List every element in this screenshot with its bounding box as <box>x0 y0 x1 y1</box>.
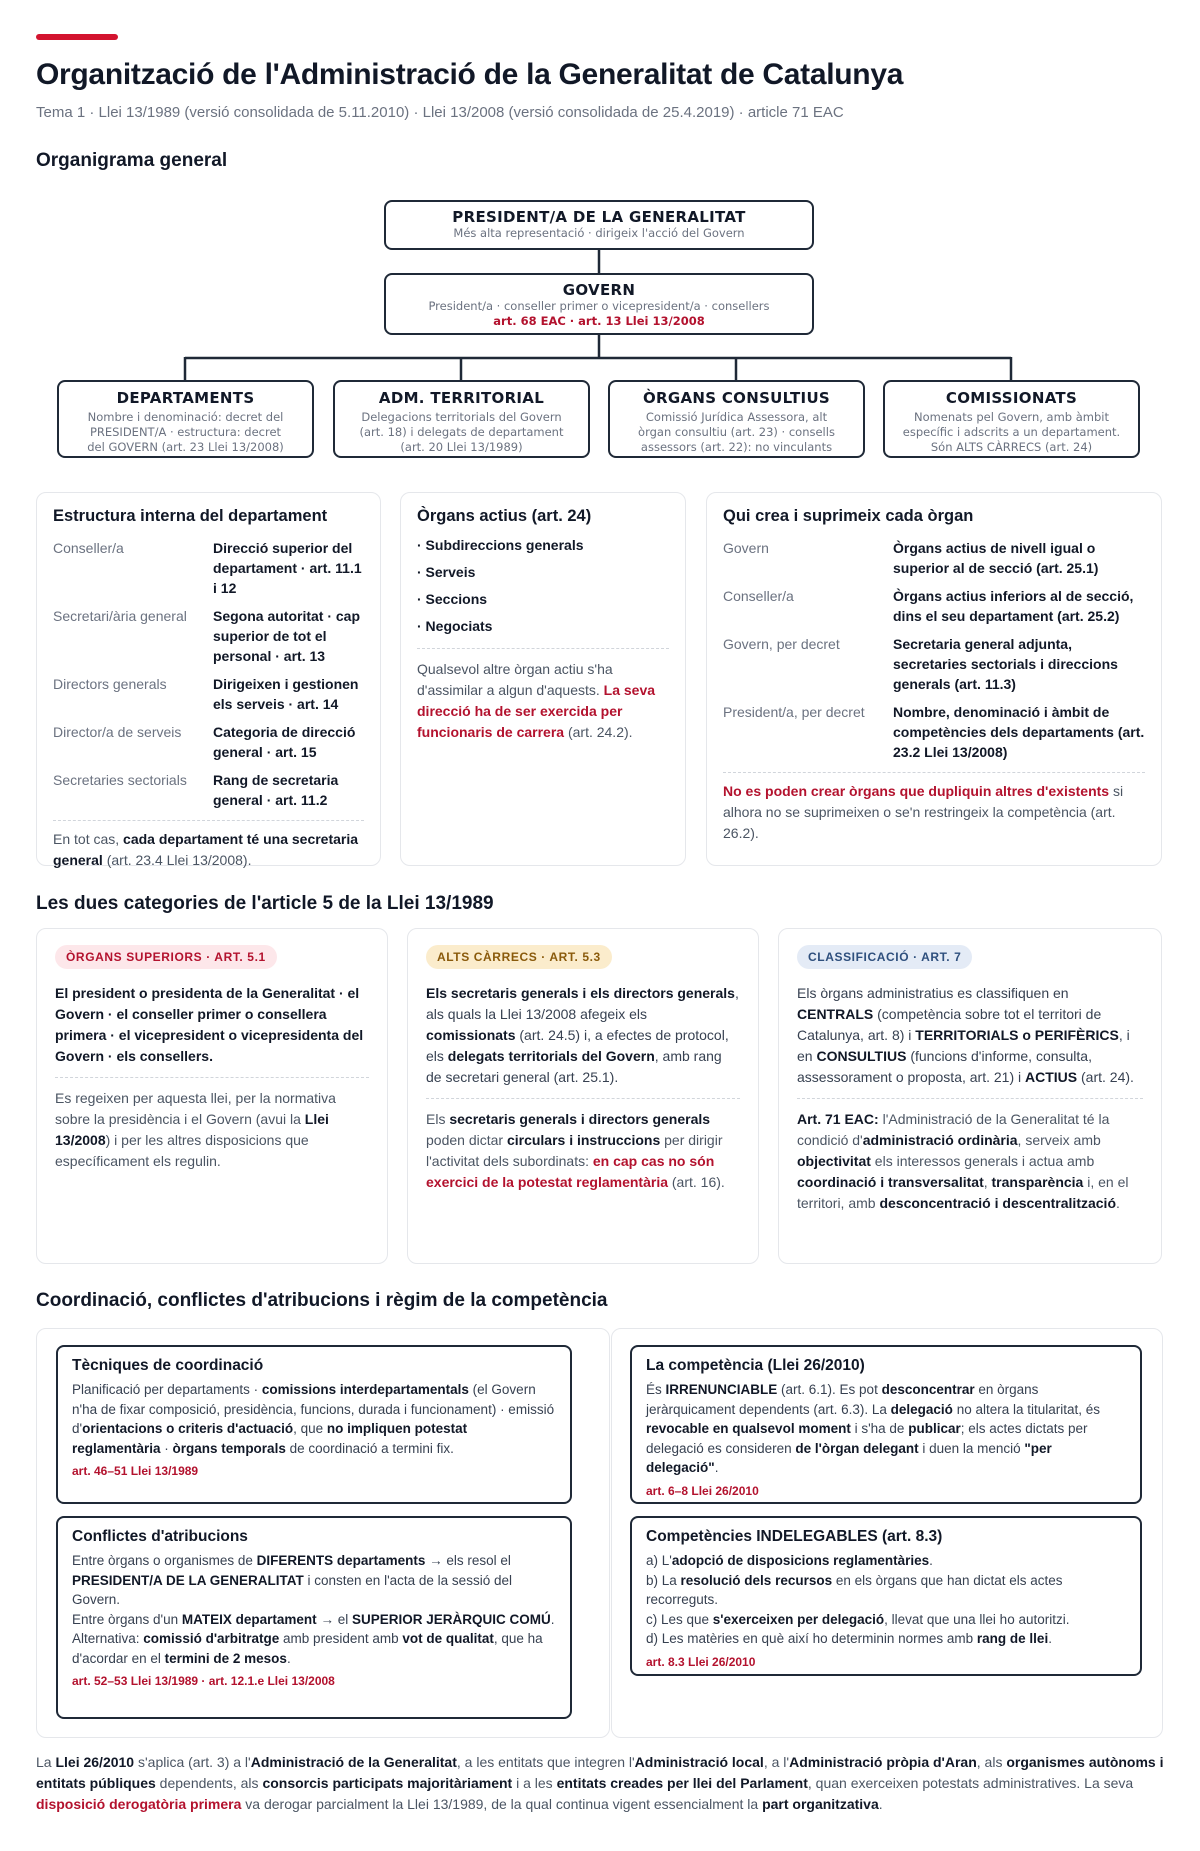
text: . <box>929 1553 933 1568</box>
kv-key: Conseller/a <box>53 540 124 556</box>
text: , als quals la Llei 13/2008 afegeix els <box>426 985 739 1022</box>
org-node-president <box>384 200 814 250</box>
text-emphasis: rang de llei <box>976 1631 1049 1646</box>
text: Planificació per departaments · <box>72 1382 262 1397</box>
text: no altera la titularitat, és <box>952 1401 1101 1417</box>
note-emphasis: secretaris generals i directors generals <box>449 1111 711 1127</box>
note-text: En tot cas, <box>53 831 124 847</box>
text: i s'ha de <box>850 1421 909 1436</box>
text: va derogar parcialment la Llei 13/1989, de la qual continua vigent essencialment la <box>241 1796 763 1812</box>
text: d) Les matèries en què així ho determinin normes amb <box>646 1631 977 1646</box>
note-emphasis: cada departament té una secretaria general <box>53 831 359 868</box>
card-divider <box>797 1098 1143 1214</box>
org-node-line: (art. 18) i delegats de departament <box>359 425 564 439</box>
org-node-desc: President/a · conseller primer o vicepresident/a · consellers <box>428 299 770 313</box>
text: Entre òrgans d'un <box>72 1611 182 1627</box>
kv-key: Secretari/ària general <box>53 608 187 624</box>
text: (art. 24.5) i, a efectes de protocol, els <box>426 1027 729 1064</box>
text-emphasis: delegació <box>890 1401 953 1417</box>
text-emphasis: Els secretaris generals i els directors generals <box>426 985 735 1001</box>
text-emphasis: òrgans temporals <box>172 1440 286 1456</box>
note-emphasis: Llei 13/2008 <box>55 1111 329 1148</box>
note-text: , <box>983 1174 992 1190</box>
text-emphasis: adopció de disposicions reglamentàries <box>671 1553 930 1568</box>
org-node-title: ADM. TERRITORIAL <box>378 389 545 407</box>
org-node-title: ÒRGANS CONSULTIUS <box>642 389 831 407</box>
badge-classificacio: CLASSIFICACIÓ · ART. 7 <box>797 945 972 969</box>
text-emphasis: consorcis participats majoritàriament <box>262 1775 513 1791</box>
card-divider <box>53 820 364 871</box>
text: i duen la menció <box>918 1440 1025 1456</box>
text-emphasis-red: disposició derogatòria primera <box>36 1796 242 1812</box>
text-emphasis: Administració de la Generalitat <box>250 1754 457 1770</box>
text-emphasis: Administració local <box>634 1754 764 1770</box>
text-emphasis: entitats creades per llei del Parlament <box>556 1775 808 1791</box>
note-text: ) i per les altres disposicions que específicament els regulin. <box>55 1132 309 1169</box>
org-node-line: específic i adscrits a un departament. <box>902 425 1121 439</box>
superiors-main: El president o presidenta de la Generalitat · el Govern · el conseller primer o consellera primera · el vicepresident o vicepresidenta del Govern · els consellers. <box>55 985 364 1064</box>
org-node-title: PRESIDENT/A DE LA GENERALITAT <box>452 208 746 226</box>
org-node-organs-consultius <box>608 380 865 458</box>
badge-alts-carrecs: ALTS CÀRRECS · ART. 5.3 <box>426 945 612 969</box>
text-emphasis: Llei 26/2010 <box>55 1754 135 1770</box>
text-emphasis: TERRITORIALS o PERIFÈRICS <box>915 1027 1119 1043</box>
page-subtitle: Tema 1 · Llei 13/1989 (versió consolidada de 5.11.2010) · Llei 13/2008 (versió consolidada de 25.4.2019) · article 71 EAC <box>36 104 844 121</box>
text: i consten en l'acta de la sessió del Govern. <box>72 1572 512 1607</box>
note-emphasis: desconcentració i descentralització <box>879 1195 1116 1211</box>
box-text <box>72 1551 556 1610</box>
org-node-title: COMISSIONATS <box>945 389 1078 407</box>
text-emphasis: s'exerceixen per delegació <box>712 1611 885 1627</box>
org-node-ref: art. 68 EAC · art. 13 Llei 13/2008 <box>493 314 705 328</box>
text-emphasis: delegats territorials del Govern <box>447 1048 655 1064</box>
text-emphasis: MATEIX departament <box>181 1611 317 1627</box>
text: La <box>36 1754 56 1770</box>
org-node-line: Nomenats pel Govern, amb àmbit <box>913 410 1110 424</box>
note-text: els interessos generals i actua amb <box>870 1153 1095 1169</box>
classificacio-main <box>797 983 1143 1088</box>
note-emphasis: No es poden crear òrgans que dupliquin altres d'existents <box>723 783 1110 799</box>
box-text <box>72 1380 556 1458</box>
text-emphasis: SUPERIOR JERÀRQUIC COMÚ <box>351 1611 551 1627</box>
kv-row <box>53 770 364 810</box>
kv-row <box>723 634 1145 694</box>
org-node-line: òrgan consultiu (art. 23) · consells <box>638 425 835 439</box>
note-text: poden dictar <box>426 1132 507 1148</box>
org-node-line: Nombre i denominació: decret del <box>87 410 284 424</box>
text: · <box>160 1440 173 1456</box>
text: en òrgans jeràrquicament dependents (art. 6.3). La <box>646 1382 1039 1417</box>
list-item <box>646 1610 1126 1630</box>
kv-value: Secretaria general adjunta, secretaries sectorials i direccions generals (art. 11.3) <box>893 636 1118 692</box>
box-text <box>72 1629 556 1668</box>
text-emphasis: Administració pròpia d'Aran <box>789 1754 977 1770</box>
text: (competència sobre tot el territori de Catalunya, art. 8) i <box>797 1006 1102 1043</box>
kv-row <box>723 702 1145 762</box>
section-title-coordinacio: Coordinació, conflictes d'atribucions i règim de la competència <box>36 1290 608 1311</box>
text: Entre òrgans o organismes de <box>72 1553 257 1568</box>
note-text: si alhora no se suprimeixen o se'n restringeix la competència (art. 26.2). <box>723 783 1124 841</box>
text: amb president amb <box>279 1631 403 1646</box>
org-node-line: assessors (art. 22): no vinculants <box>640 440 833 454</box>
list-item: · Negociats <box>417 618 493 634</box>
note-text: Qualsevol altre òrgan actiu s'ha d'assimilar a algun d'aquests. <box>417 661 613 698</box>
note-emphasis: administració ordinària <box>862 1132 1018 1148</box>
list-item <box>646 1571 1126 1610</box>
card-note <box>417 659 669 743</box>
card-note <box>797 1109 1143 1214</box>
box-ref: art. 52–53 Llei 13/1989 · art. 12.1.e Llei 13/2008 <box>72 1674 335 1688</box>
kv-value: Òrgans actius inferiors al de secció, dins el seu departament (art. 25.2) <box>893 588 1134 624</box>
accent-bar <box>36 34 118 40</box>
kv-value: Segona autoritat · cap superior de tot el personal · art. 13 <box>213 608 361 664</box>
text: Alternativa: <box>72 1631 144 1646</box>
text: , amb rang de secretari general (art. 25.1). <box>426 1048 722 1085</box>
org-node-line: Delegacions territorials del Govern <box>361 410 562 424</box>
box-text <box>646 1380 1126 1478</box>
text: i a les <box>512 1775 557 1791</box>
text-emphasis: resolució dels recursos <box>680 1572 833 1588</box>
text-emphasis: termini de 2 mesos <box>164 1650 287 1666</box>
text-emphasis: organismes autònoms i entitats públiques <box>36 1754 1164 1791</box>
text-emphasis: CENTRALS <box>797 1006 874 1022</box>
text-emphasis: vot de qualitat <box>402 1631 494 1646</box>
card-note <box>55 1088 369 1172</box>
text: (el Govern n'ha de fixar composició, presidència, funcions, durada i funcionament) · emissió d' <box>72 1382 555 1436</box>
text: → el <box>316 1611 352 1627</box>
kv-key: Govern, per decret <box>723 636 840 652</box>
text: en els òrgans que han dictat els actes recorreguts. <box>646 1572 1063 1607</box>
card-note <box>426 1109 740 1193</box>
note-text: Es regeixen per aquesta llei, per la normativa sobre la presidència i el Govern (avui la <box>55 1090 336 1127</box>
kv-key: Govern <box>723 540 769 556</box>
box-ref: art. 6–8 Llei 26/2010 <box>646 1483 759 1498</box>
list-item: · Seccions <box>417 591 488 607</box>
text: b) La <box>646 1572 681 1588</box>
kv-row <box>53 674 364 714</box>
org-node-govern <box>384 273 814 335</box>
text: , a les entitats que integren l' <box>456 1754 635 1770</box>
text-emphasis: comissió d'arbitratge <box>143 1631 280 1646</box>
kv-key: Secretaries sectorials <box>53 772 187 788</box>
note-emphasis: La seva direcció ha de ser exercida per funcionaris de carrera <box>417 682 656 740</box>
text-emphasis: PRESIDENT/A DE LA GENERALITAT <box>72 1572 304 1588</box>
note-emphasis: transparència <box>991 1174 1084 1190</box>
section-title-categories: Les dues categories de l'article 5 de la Llei 13/1989 <box>36 893 494 914</box>
card-alts-carrecs <box>407 928 759 1264</box>
kv-key: Conseller/a <box>723 588 794 604</box>
kv-row <box>723 586 1145 626</box>
text: . <box>286 1650 291 1666</box>
text: . <box>714 1460 719 1475</box>
box-title: Competències INDELEGABLES (art. 8.3) <box>646 1528 943 1545</box>
text-emphasis: part organitzativa <box>762 1796 879 1812</box>
org-node-title: DEPARTAMENTS <box>116 389 255 407</box>
kv-key: Directors generals <box>53 676 167 692</box>
text: . <box>550 1611 555 1627</box>
org-node-line: Són ALTS CÀRRECS (art. 24) <box>930 440 1093 454</box>
card-divider <box>723 772 1145 844</box>
text-emphasis: desconcentrar <box>881 1382 975 1397</box>
card-title: Estructura interna del departament <box>53 507 328 525</box>
note-text: Els <box>426 1111 450 1127</box>
text: dependents, als <box>155 1775 263 1791</box>
note-text: (art. 16). <box>668 1174 725 1190</box>
card-organs-superiors <box>36 928 388 1264</box>
section-title-organigrama: Organigrama general <box>36 150 228 171</box>
org-node-adm-territorial <box>333 380 590 458</box>
box-tecniques-coordinacio <box>56 1345 572 1504</box>
box-text <box>72 1610 556 1630</box>
text-emphasis: comissions interdepartamentals <box>261 1382 469 1397</box>
text: . <box>878 1796 883 1812</box>
list-item: · Serveis <box>417 564 476 580</box>
card-qui-crea <box>706 492 1162 866</box>
kv-row <box>53 538 364 598</box>
kv-value: Dirigeixen i gestionen els serveis · art. 14 <box>213 676 359 712</box>
kv-value: Nombre, denominació i àmbit de competències dels departaments (art. 23.2 Llei 13/2008) <box>893 704 1145 760</box>
note-text: . <box>1116 1195 1120 1211</box>
card-organs-actius <box>400 492 686 866</box>
text: , i en <box>797 1027 1130 1064</box>
box-conflictes-atribucions <box>56 1516 572 1719</box>
note-text: l'Administració de la Generalitat té la condició d' <box>797 1111 1110 1148</box>
box-ref: art. 46–51 Llei 13/1989 <box>72 1464 199 1478</box>
note-text: per dirigir l'activitat dels subordinats: <box>426 1132 723 1169</box>
kv-value: Direcció superior del departament · art. 11.1 i 12 <box>213 540 362 596</box>
text: c) Les que <box>646 1611 713 1627</box>
card-note <box>53 829 364 871</box>
note-emphasis: circulars i instruccions <box>506 1132 661 1148</box>
org-node-title: GOVERN <box>562 281 636 299</box>
card-note <box>723 781 1145 844</box>
text: , a l' <box>763 1754 790 1770</box>
text: Els òrgans administratius es classifiquen en <box>797 985 1069 1001</box>
kv-value: Rang de secretaria general · art. 11.2 <box>213 772 339 808</box>
box-competencies-indelegables <box>630 1516 1142 1676</box>
text: → els resol el <box>425 1553 511 1568</box>
card-classificacio <box>778 928 1162 1264</box>
kv-key: Director/a de serveis <box>53 724 182 740</box>
org-node-line: Comissió Jurídica Assessora, alt <box>645 410 828 424</box>
card-title: Òrgans actius (art. 24) <box>417 507 592 525</box>
box-title: Tècniques de coordinació <box>72 1357 264 1374</box>
text: s'aplica (art. 3) a l' <box>134 1754 251 1770</box>
kv-row <box>723 538 1145 578</box>
note-emphasis-red: en cap cas no són exercici de la potestat reglamentària <box>426 1153 715 1190</box>
note-text: , serveix amb <box>1017 1132 1101 1148</box>
text: a) L' <box>646 1553 672 1568</box>
text-emphasis: revocable en qualsevol moment <box>646 1421 851 1436</box>
text: , llevat que una llei ho autoritzi. <box>884 1611 1070 1627</box>
text: de coordinació a termini fix. <box>285 1440 454 1456</box>
card-divider <box>417 648 669 743</box>
text: , quan exerceixen potestats administratives. La seva <box>807 1775 1134 1791</box>
text-emphasis: orientacions o criteris d'actuació <box>82 1421 294 1436</box>
text-emphasis: no impliquen potestat reglamentària <box>72 1421 468 1456</box>
note-text: (art. 23.4 Llei 13/2008). <box>102 852 252 868</box>
page-title: Organització de l'Administració de la Generalitat de Catalunya <box>36 58 904 91</box>
text-emphasis: "per delegació" <box>646 1440 1052 1475</box>
text: . <box>1048 1631 1052 1646</box>
box-competencia <box>630 1345 1142 1504</box>
kv-key: President/a, per decret <box>723 704 865 720</box>
text: (art. 6.1). Es pot <box>777 1382 882 1397</box>
box-ref: art. 8.3 Llei 26/2010 <box>646 1654 756 1669</box>
kv-value: Òrgans actius de nivell igual o superior al de secció (art. 25.1) <box>893 540 1099 576</box>
text-emphasis: CONSULTIUS <box>816 1048 907 1064</box>
card-estructura-interna <box>36 492 381 866</box>
text: , que <box>293 1421 327 1436</box>
list-item <box>646 1629 1126 1649</box>
note-emphasis: coordinació i transversalitat <box>797 1174 984 1190</box>
text: (funcions d'informe, consulta, assessorament o proposta, art. 21) i <box>797 1048 1092 1085</box>
organs-actius-list <box>417 532 669 640</box>
text-emphasis: IRRENUNCIABLE <box>665 1382 778 1397</box>
card-title: Qui crea i suprimeix cada òrgan <box>723 507 974 525</box>
text: ; els actes dictats per delegació es consideren <box>646 1421 1088 1456</box>
org-node-line: (art. 20 Llei 13/1989) <box>400 440 523 454</box>
box-title: Conflictes d'atribucions <box>72 1528 248 1545</box>
kv-row <box>53 606 364 666</box>
text-emphasis: comissionats <box>426 1027 516 1043</box>
footer-note <box>36 1752 1164 1815</box>
org-node-line: PRESIDENT/A · estructura: decret <box>89 425 282 439</box>
card-divider <box>55 1077 369 1172</box>
text-emphasis: publicar <box>908 1421 961 1436</box>
note-text: i, en el territori, amb <box>797 1174 1129 1211</box>
note-emphasis: Art. 71 EAC: <box>797 1111 879 1127</box>
text-emphasis: DIFERENTS departaments <box>256 1553 426 1568</box>
text-emphasis: de l'òrgan delegant <box>795 1440 919 1456</box>
org-node-line: del GOVERN (art. 23 Llei 13/2008) <box>87 440 284 454</box>
text-emphasis: ACTIUS <box>1025 1069 1078 1085</box>
kv-row <box>53 722 364 762</box>
org-node-comissionats <box>883 380 1140 458</box>
note-text: (art. 24.2). <box>564 724 633 740</box>
badge-organs-superiors: ÒRGANS SUPERIORS · ART. 5.1 <box>55 945 277 969</box>
text: , als <box>976 1754 1007 1770</box>
text: És <box>646 1382 666 1397</box>
alts-main <box>426 983 740 1088</box>
text: (art. 24). <box>1077 1069 1134 1085</box>
org-node-desc: Més alta representació · dirigeix l'acció del Govern <box>453 226 745 240</box>
list-item: · Subdireccions generals <box>417 537 584 553</box>
text: , que ha d'acordar en el <box>72 1631 543 1666</box>
kv-value: Categoria de direcció general · art. 15 <box>213 724 356 760</box>
org-node-departaments <box>57 380 314 458</box>
card-divider <box>426 1098 740 1193</box>
list-item <box>646 1551 1126 1571</box>
note-emphasis: objectivitat <box>797 1153 871 1169</box>
box-title: La competència (Llei 26/2010) <box>646 1357 865 1374</box>
